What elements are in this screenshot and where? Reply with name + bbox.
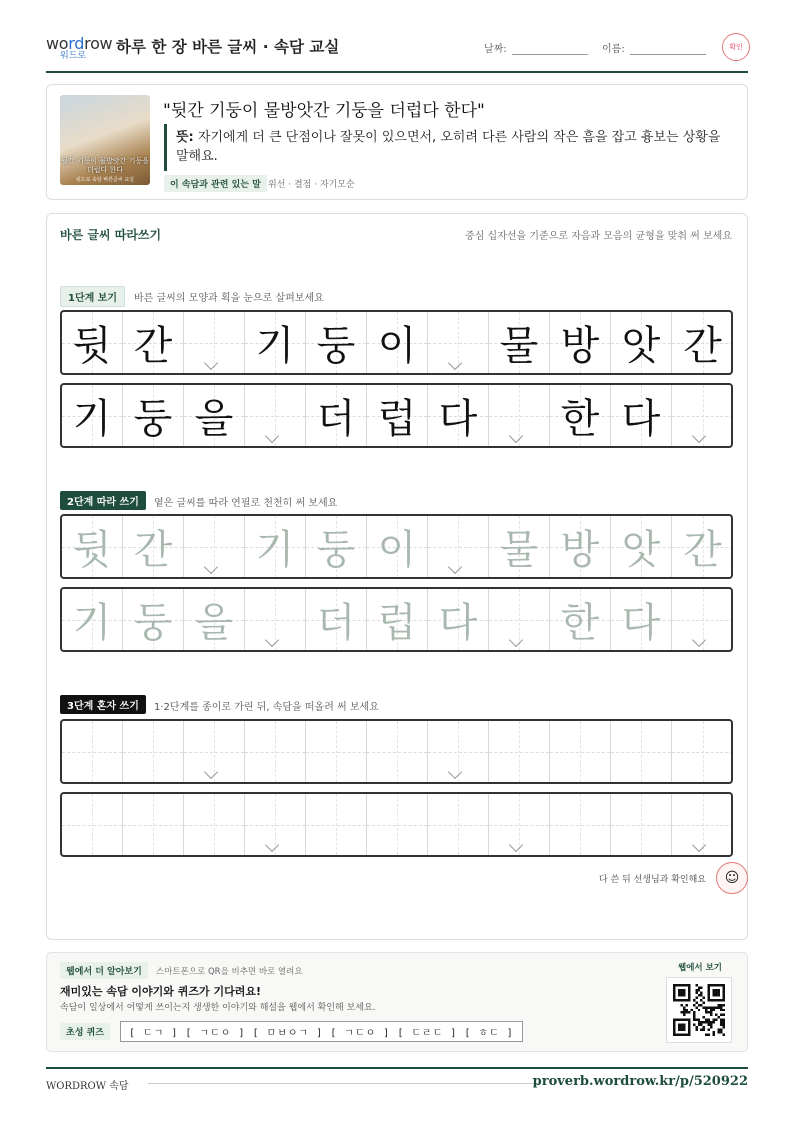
step1-row2 [60,383,733,448]
space-mark-icon [509,429,523,443]
grid-char: 앗 [621,527,661,573]
grid-cell [611,312,672,373]
grid-cell[interactable] [672,516,733,577]
grid-char: 기 [72,600,112,646]
grid-cell [184,312,245,373]
grid-cell[interactable] [550,794,611,855]
step2-label: 2단계 따라 쓰기 [60,491,146,510]
grid-char: 간 [133,527,173,573]
grid-cell[interactable] [672,721,733,782]
initial-consonant-quiz: [ ㄷㄱ ] [ ㄱㄷㅇ ] [ ㅁㅂㅇㄱ ] [ ㄱㄷㅇ ] [ ㄷㄹㄷ ] [ ㅎㄷ ] [120,1021,523,1042]
grid-char: 기 [72,396,112,442]
space-mark-icon [448,560,462,574]
grid-cell[interactable] [672,589,733,650]
grid-char: 다 [438,600,478,646]
date-field[interactable] [512,54,588,55]
grid-cell[interactable] [550,516,611,577]
grid-cell[interactable] [428,794,489,855]
grid-cell [62,385,123,446]
grid-cell[interactable] [489,516,550,577]
grid-cell [245,385,306,446]
grid-char: 을 [194,396,234,442]
illustration-subcaption: 워드로 속담 바른글씨 교실 [76,177,134,183]
grid-cell[interactable] [123,794,184,855]
space-mark-icon [265,429,279,443]
grid-cell[interactable] [428,516,489,577]
confirm-stamp: 확인 [722,33,750,61]
grid-cell [428,312,489,373]
grid-cell[interactable] [62,516,123,577]
related-words: 위선 · 결점 · 자기모순 [268,180,355,190]
grid-cell[interactable] [245,516,306,577]
step2-row2[interactable] [60,587,733,652]
grid-char: 간 [133,323,173,369]
step2-row1[interactable] [60,514,733,579]
grid-cell[interactable] [62,794,123,855]
web-more-label: 웹에서 더 알아보기 [60,962,148,979]
step2-hint: 옅은 글씨를 따라 연필로 천천히 써 보세요 [154,498,338,509]
wordrow-logo: wordrow [46,34,113,53]
space-mark-icon [692,633,706,647]
grid-cell [306,312,367,373]
teacher-icon: ☺ [716,862,748,894]
related-label: 이 속담과 관련 있는 말 [164,175,267,192]
grid-char: 다 [438,396,478,442]
proverb-title: "뒷간 기둥이 물방앗간 기둥을 더럽다 한다" [163,101,485,121]
space-mark-icon [509,838,523,852]
space-mark-icon [448,356,462,370]
proverb-meaning [176,128,736,166]
space-mark-icon [204,560,218,574]
step3-label: 3단계 혼자 쓰기 [60,695,146,714]
web-description: 속담이 일상에서 어떻게 쓰이는지 생생한 이야기와 해설을 웹에서 확인해 보세요. [60,1003,376,1013]
grid-cell [550,385,611,446]
date-label: 날짜: [484,44,507,55]
grid-cell[interactable] [550,589,611,650]
grid-cell[interactable] [367,721,428,782]
grid-cell[interactable] [611,589,672,650]
meaning-label: 뜻: [176,130,194,145]
grid-char: 물 [499,323,539,369]
footer-rule [148,1083,538,1084]
grid-cell[interactable] [184,721,245,782]
grid-cell[interactable] [367,794,428,855]
grid-char: 더 [316,600,356,646]
grid-cell[interactable] [611,516,672,577]
grid-cell[interactable] [123,589,184,650]
grid-cell[interactable] [306,589,367,650]
grid-char: 뒷 [72,527,112,573]
grid-cell [123,312,184,373]
grid-cell [672,385,733,446]
grid-char: 한 [560,600,600,646]
grid-cell [489,385,550,446]
practice-hint: 중심 십자선을 기준으로 자음과 모음의 균형을 맞춰 써 보세요 [465,231,732,242]
grid-cell[interactable] [489,794,550,855]
name-label: 이름: [602,44,625,55]
step1-hint: 바른 글씨의 모양과 획을 눈으로 살펴보세요 [134,293,324,304]
grid-cell[interactable] [611,721,672,782]
grid-cell[interactable] [428,589,489,650]
grid-cell[interactable] [123,516,184,577]
grid-cell [245,312,306,373]
grid-char: 물 [499,527,539,573]
grid-char: 방 [560,527,600,573]
grid-char: 기 [255,527,295,573]
grid-char: 둥 [133,600,173,646]
grid-cell [184,385,245,446]
grid-cell[interactable] [489,589,550,650]
grid-char: 앗 [621,323,661,369]
grid-char: 간 [683,527,722,573]
grid-char: 간 [683,323,722,369]
step3-hint: 1·2단계를 종이로 가린 뒤, 속담을 떠올려 써 보세요 [154,702,379,713]
proverb-illustration [60,95,150,185]
grid-char: 더 [316,396,356,442]
qr-label: 웹에서 보기 [678,963,723,973]
web-more-hint: 스마트폰으로 QR을 비추면 바로 열려요 [156,967,303,977]
grid-cell[interactable] [367,589,428,650]
grid-char: 기 [255,323,295,369]
grid-cell[interactable] [245,589,306,650]
space-mark-icon [692,429,706,443]
grid-cell [611,385,672,446]
step3-row2[interactable] [60,792,733,857]
grid-cell [62,312,123,373]
grid-cell[interactable] [489,721,550,782]
grid-char: 둥 [316,527,356,573]
grid-char: 을 [194,600,234,646]
grid-cell[interactable] [184,516,245,577]
grid-char: 방 [560,323,600,369]
grid-cell[interactable] [245,721,306,782]
grid-cell[interactable] [428,721,489,782]
grid-char: 둥 [133,396,173,442]
web-headline: 재미있는 속담 이야기와 퀴즈가 기다려요! [60,985,261,998]
grid-cell[interactable] [306,794,367,855]
grid-cell[interactable] [245,794,306,855]
grid-char: 다 [621,396,661,442]
grid-cell [367,312,428,373]
practice-title: 바른 글씨 따라쓰기 [60,228,162,242]
meaning-accent-bar [164,124,167,171]
grid-char: 다 [621,600,661,646]
space-mark-icon [204,356,218,370]
grid-char: 둥 [316,323,356,369]
grid-cell [123,385,184,446]
space-mark-icon [448,765,462,779]
grid-char: 뒷 [72,323,112,369]
name-field[interactable] [630,54,706,55]
footer-brand: WORDROW 속담 [46,1081,129,1092]
grid-cell [672,312,733,373]
grid-char: 한 [560,396,600,442]
grid-cell[interactable] [62,721,123,782]
footer-divider [46,1067,748,1069]
logo-sub: 워드로 [60,51,87,61]
footer-url[interactable]: proverb.wordrow.kr/p/520922 [532,1074,748,1089]
space-mark-icon [509,633,523,647]
page-title: 하루 한 장 바른 글씨 · 속담 교실 [116,38,340,56]
check-text: 다 쓴 뒤 선생님과 확인해요 [598,875,706,885]
grid-cell [428,385,489,446]
space-mark-icon [692,838,706,852]
grid-cell [550,312,611,373]
grid-cell[interactable] [550,721,611,782]
step1-label: 1단계 보기 [60,286,125,307]
step1-row1 [60,310,733,375]
grid-cell[interactable] [611,794,672,855]
grid-cell[interactable] [123,721,184,782]
grid-char: 이 [377,527,417,573]
grid-char: 이 [377,323,417,369]
space-mark-icon [265,633,279,647]
header-divider [46,71,748,73]
grid-cell [367,385,428,446]
grid-cell[interactable] [672,794,733,855]
grid-cell[interactable] [367,516,428,577]
grid-cell[interactable] [306,516,367,577]
quiz-label: 초성 퀴즈 [60,1023,110,1040]
grid-char: 럽 [377,600,417,646]
meaning-text: 자기에게 더 큰 단점이나 잘못이 있으면서, 오히려 다른 사람의 작은 흠을 잡고 흉보는 상황을 말해요. [176,130,721,164]
grid-char: 럽 [377,396,417,442]
grid-cell [489,312,550,373]
illustration-caption: 뒷간 기둥이 물방앗간 기둥을 더럽다 한다 [61,157,149,174]
grid-cell[interactable] [184,589,245,650]
grid-cell[interactable] [184,794,245,855]
qr-code-icon[interactable] [666,977,732,1043]
step3-row1[interactable] [60,719,733,784]
grid-cell[interactable] [306,721,367,782]
grid-cell [306,385,367,446]
space-mark-icon [204,765,218,779]
space-mark-icon [265,838,279,852]
grid-cell[interactable] [62,589,123,650]
